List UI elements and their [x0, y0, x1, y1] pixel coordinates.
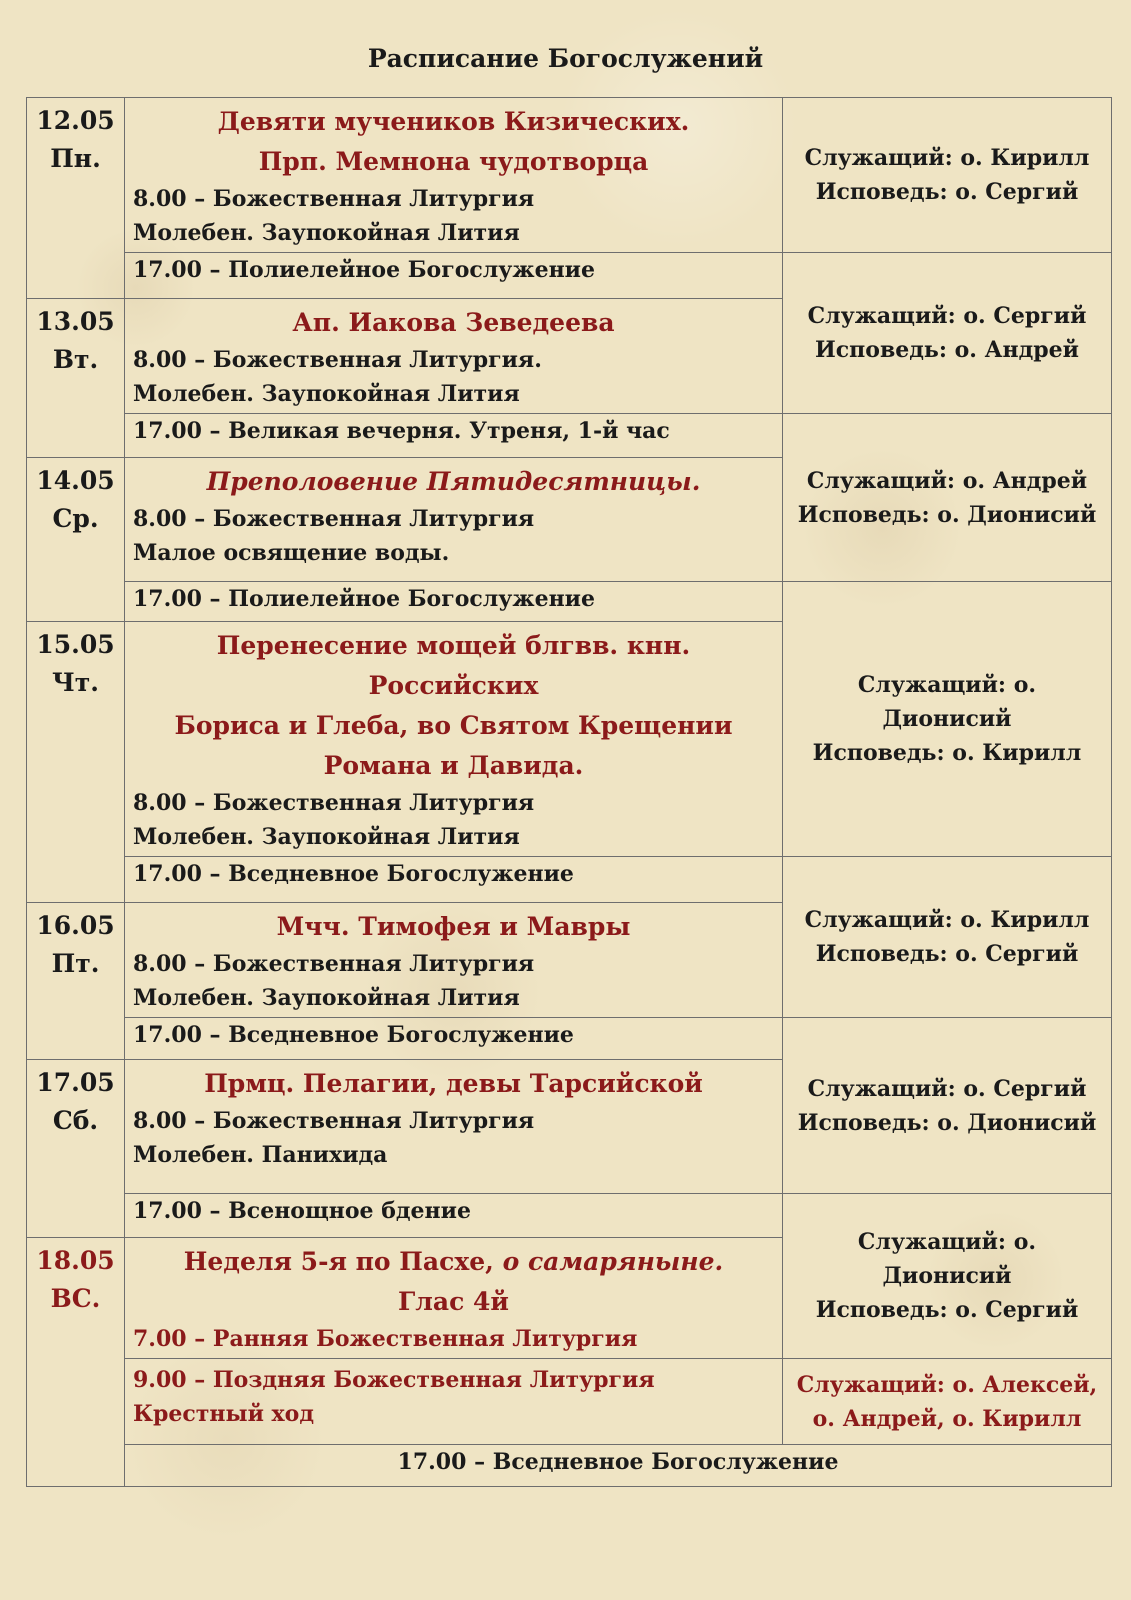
date-value: 12.05 — [36, 106, 115, 135]
service-line: Крестный ход — [133, 1401, 315, 1427]
date-cell — [27, 622, 125, 903]
confession-priest: Исповедь: о. Сергий — [815, 941, 1079, 967]
evening-service: 17.00 – Полиелейное Богослужение — [125, 582, 783, 622]
service-line: 8.00 – Божественная Литургия. — [133, 347, 542, 373]
serving-priest-cont: о. Андрей, о. Кирилл — [812, 1405, 1082, 1432]
clergy-cell — [783, 857, 1112, 1018]
services-cell — [125, 1359, 783, 1445]
evening-service: 17.00 – Вседневное Богослужение — [125, 1445, 1112, 1487]
clergy-cell — [783, 414, 1112, 582]
feast-title-part: Неделя 5-я по Пасхе, — [183, 1247, 494, 1276]
feast-title: Мчч. Тимофея и Мавры — [276, 912, 631, 941]
serving-priest: Служащий: о. Сергий — [807, 1075, 1087, 1102]
feast-title: Прп. Мемнона чудотворца — [258, 147, 649, 176]
confession-priest: Исповедь: о. Дионисий — [797, 1109, 1097, 1136]
serving-priest: Служащий: о. Сергий — [807, 303, 1087, 329]
confession-priest: Исповедь: о. Сергий — [815, 179, 1079, 205]
feast-title: Преполовение Пятидесятницы. — [206, 467, 701, 496]
evening-row — [27, 1018, 1112, 1060]
serving-priest: Служащий: о. Дионисий — [857, 1229, 1037, 1289]
date-value: 16.05 — [36, 911, 115, 940]
clergy-cell — [783, 98, 1112, 253]
services-cell — [125, 299, 783, 414]
date-value: 14.05 — [36, 466, 115, 495]
clergy-cell — [783, 582, 1112, 857]
services-cell — [125, 1060, 783, 1194]
schedule-table — [26, 97, 1112, 1487]
serving-priest: Служащий: о. Дионисий — [857, 672, 1037, 732]
feast-title: Ап. Иакова Зеведеева — [292, 308, 615, 337]
clergy-cell — [783, 253, 1112, 414]
service-line: Молебен. Заупокойная Лития — [133, 824, 520, 850]
date-cell — [27, 1060, 125, 1238]
service-line: Молебен. Заупокойная Лития — [133, 220, 520, 246]
service-line: 8.00 – Божественная Литургия — [133, 506, 535, 532]
evening-row — [27, 414, 1112, 458]
day-row-12-05 — [27, 98, 1112, 253]
services-cell — [125, 98, 783, 253]
services-cell — [125, 622, 783, 857]
evening-service: 17.00 – Вседневное Богослужение — [125, 857, 783, 903]
weekday: Пн. — [50, 144, 101, 173]
weekday: Ср. — [52, 504, 99, 533]
weekday: Вт. — [52, 345, 99, 374]
feast-title: Девяти мучеников Кизических. — [217, 107, 690, 136]
evening-service: 17.00 – Всенощное бдение — [125, 1194, 783, 1238]
date-cell — [27, 458, 125, 622]
feast-title: Перенесение мощей блгвв. кнн. Российских — [216, 631, 691, 700]
late-liturgy-row — [27, 1359, 1112, 1445]
evening-row — [27, 253, 1112, 299]
weekday: Сб. — [52, 1106, 99, 1135]
service-line: Малое освящение воды. — [133, 540, 450, 566]
weekday: ВС. — [50, 1284, 101, 1313]
date-cell — [27, 1238, 125, 1487]
service-line: Молебен. Заупокойная Лития — [133, 381, 520, 407]
page-title: Расписание Богослужений — [367, 44, 764, 73]
service-line: 7.00 – Ранняя Божественная Литургия — [133, 1326, 638, 1352]
services-cell — [125, 903, 783, 1018]
evening-row — [27, 1445, 1112, 1487]
feast-title: Бориса и Глеба, во Святом Крещении — [174, 711, 733, 740]
serving-priest: Служащий: о. Кирилл — [804, 145, 1090, 171]
evening-row — [27, 582, 1112, 622]
confession-priest: Исповедь: о. Андрей — [815, 337, 1079, 363]
feast-title: Прмц. Пелагии, девы Тарсийской — [204, 1069, 703, 1098]
confession-priest: Исповедь: о. Кирилл — [812, 740, 1082, 766]
clergy-cell — [783, 1359, 1112, 1445]
weekday: Пт. — [51, 949, 100, 978]
date-cell — [27, 903, 125, 1060]
feast-title-italic: о самаряныне. — [502, 1247, 724, 1276]
service-line: 8.00 – Божественная Литургия — [133, 186, 535, 212]
feast-title — [133, 1242, 774, 1282]
evening-row — [27, 1194, 1112, 1238]
service-line: Молебен. Панихида — [133, 1142, 388, 1168]
service-line: 8.00 – Божественная Литургия — [133, 1108, 535, 1134]
date-value: 17.05 — [36, 1068, 115, 1097]
date-cell — [27, 299, 125, 458]
confession-priest: Исповедь: о. Дионисий — [797, 501, 1097, 528]
evening-service: 17.00 – Полиелейное Богослужение — [125, 253, 783, 299]
evening-row — [27, 857, 1112, 903]
clergy-cell — [783, 1018, 1112, 1194]
service-line: 9.00 – Поздняя Божественная Литургия — [133, 1367, 655, 1393]
evening-service: 17.00 – Великая вечерня. Утреня, 1-й час — [125, 414, 783, 458]
service-line: 8.00 – Божественная Литургия — [133, 951, 535, 977]
weekday: Чт. — [51, 668, 100, 697]
date-value: 18.05 — [36, 1246, 115, 1275]
service-line: Молебен. Заупокойная Лития — [133, 985, 520, 1011]
confession-priest: Исповедь: о. Сергий — [815, 1297, 1079, 1323]
feast-title: Романа и Давида. — [323, 751, 584, 780]
services-cell — [125, 458, 783, 582]
evening-service: 17.00 – Вседневное Богослужение — [125, 1018, 783, 1060]
serving-priest: Служащий: о. Кирилл — [804, 907, 1090, 933]
serving-priest: Служащий: о. Алексей, — [796, 1371, 1098, 1398]
feast-tone: Глас 4й — [398, 1287, 509, 1316]
date-cell — [27, 98, 125, 299]
service-line: 8.00 – Божественная Литургия — [133, 790, 535, 816]
date-value: 15.05 — [36, 630, 115, 659]
services-cell — [125, 1238, 783, 1359]
serving-priest: Служащий: о. Андрей — [806, 467, 1088, 494]
date-value: 13.05 — [36, 307, 115, 336]
clergy-cell — [783, 1194, 1112, 1359]
